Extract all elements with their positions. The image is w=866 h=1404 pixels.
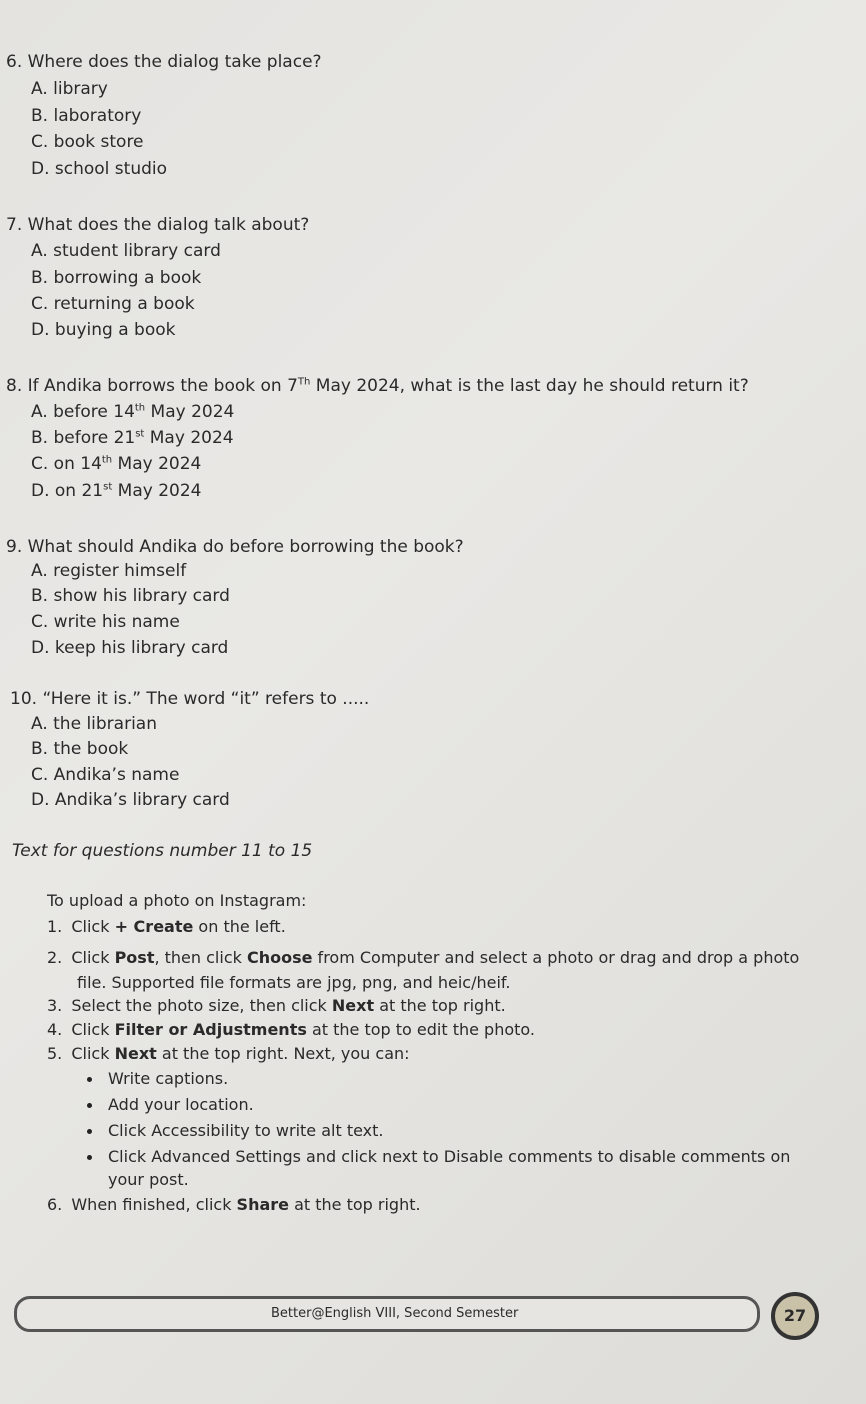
step-2: 2. Click Post, then click Choose from Computer and select a photo or drag and drop a photo: [47, 948, 800, 967]
footer-bar: [14, 1296, 760, 1332]
question-9-option-c: C. write his name: [31, 612, 180, 632]
question-10-option-c: C. Andika’s name: [31, 765, 180, 785]
bullet-dot: [87, 1155, 92, 1160]
bullet-dot: [87, 1129, 92, 1134]
question-9-option-b: B. show his library card: [31, 586, 230, 606]
question-9-option-a: A. register himself: [31, 561, 187, 581]
question-8-option-c: C. on 14th May 2024: [31, 454, 202, 474]
instructions-intro: To upload a photo on Instagram:: [47, 891, 307, 910]
question-8-option-a: A. before 14th May 2024: [31, 402, 235, 422]
question-10-option-d: D. Andika’s library card: [31, 790, 230, 810]
step-3: 3. Select the photo size, then click Next at the top right.: [47, 996, 506, 1015]
question-10-text: 10. “Here it is.” The word “it” refers to .....: [10, 689, 370, 709]
question-7-option-c: C. returning a book: [31, 294, 195, 314]
question-6-option-b: B. laboratory: [31, 106, 142, 126]
bullet-item-4-continued: your post.: [108, 1170, 189, 1189]
question-9-text: 9. What should Andika do before borrowing the book?: [6, 537, 464, 557]
question-8-option-b: B. before 21st May 2024: [31, 428, 234, 448]
question-7-option-d: D. buying a book: [31, 320, 176, 340]
bullet-item-4: Click Advanced Settings and click next to Disable comments to disable comments on: [108, 1147, 791, 1166]
question-10-option-a: A. the librarian: [31, 714, 157, 734]
step-4: 4. Click Filter or Adjustments at the top to edit the photo.: [47, 1020, 536, 1039]
step-1: 1. Click + Create on the left.: [47, 917, 286, 936]
bullet-item-3: Click Accessibility to write alt text.: [108, 1121, 384, 1140]
bullet-item-2: Add your location.: [108, 1095, 254, 1114]
question-10-option-b: B. the book: [31, 739, 129, 759]
section-title: Text for questions number 11 to 15: [12, 841, 313, 861]
question-7-option-b: B. borrowing a book: [31, 268, 202, 288]
question-8-text: 8. If Andika borrows the book on 7Th May 2024, what is the last day he should return it?: [6, 376, 749, 396]
question-9-option-d: D. keep his library card: [31, 638, 229, 658]
bullet-dot: [87, 1077, 92, 1082]
bullet-dot: [87, 1103, 92, 1108]
question-6-option-c: C. book store: [31, 132, 144, 152]
bullet-item-1: Write captions.: [108, 1069, 229, 1088]
question-8-option-d: D. on 21st May 2024: [31, 481, 202, 501]
step-2-continued: file. Supported file formats are jpg, png, and heic/heif.: [77, 973, 511, 992]
question-6-option-d: D. school studio: [31, 159, 168, 179]
question-7-text: 7. What does the dialog talk about?: [6, 215, 310, 235]
question-6-option-a: A. library: [31, 79, 108, 99]
question-6-text: 6. Where does the dialog take place?: [6, 52, 322, 72]
step-6: 6. When finished, click Share at the top right.: [47, 1195, 421, 1214]
page-number-badge: 27: [771, 1292, 819, 1340]
footer-book-title: Better@English VIII, Second Semester: [271, 1306, 519, 1321]
question-7-option-a: A. student library card: [31, 241, 221, 261]
step-5: 5. Click Next at the top right. Next, you can:: [47, 1044, 410, 1063]
